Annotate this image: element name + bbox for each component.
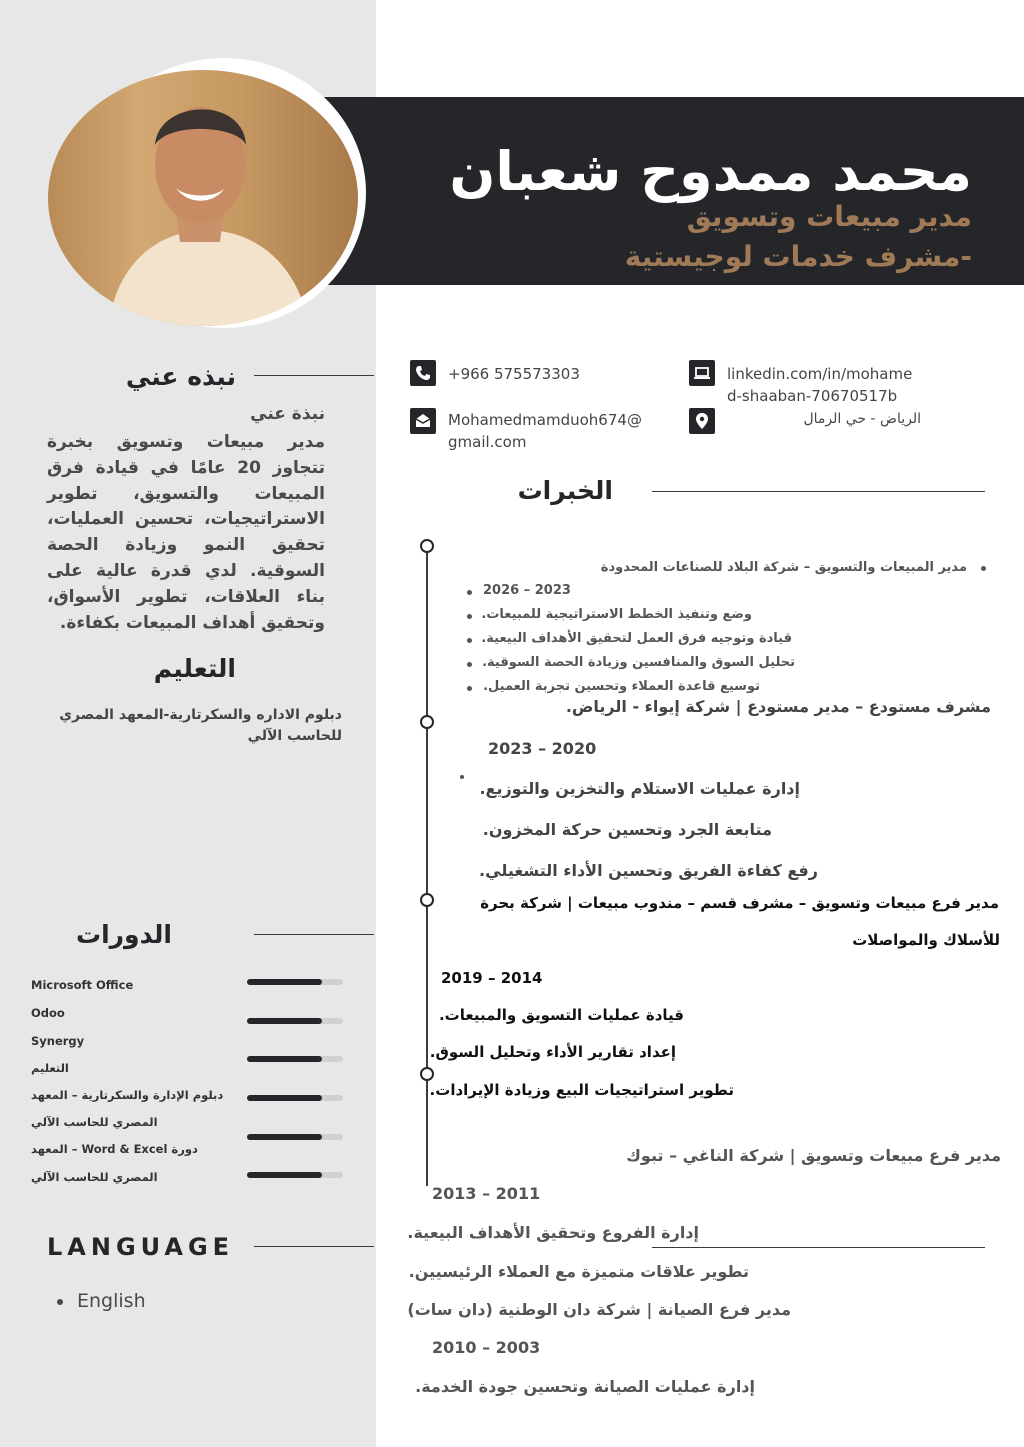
profile-photo [48,70,358,326]
experience-divider [652,491,985,492]
language-divider [254,1246,374,1247]
job-task: إدارة عمليات الاستلام والتخزين والتوزيع. [479,779,800,798]
job-period: 2013 – 2011 [432,1184,541,1203]
job-task: توسيع قاعدة العملاء وتحسين تجربة العميل. [483,679,760,694]
course-label: التعليم [31,1061,69,1075]
bullet-icon [467,614,472,619]
experience-heading: الخبرات [517,476,613,505]
job-role: مدير فرع الصيانة | شركة دان الوطنية (دان سات) [407,1300,791,1319]
course-level-fill [247,979,322,985]
about-paragraph: مدير مبيعات وتسويق بخبرة تتجاوز 20 عامًا في قيادة فرق المبيعات والتسويق، تطوير الاستراتيجيات، تحسين العمليات، تحقيق النمو وزيادة الحصة السوقية. لدي قدرة عالية على بناء العلاقات، تطوير الأسواق، وتحقيق أهداف المبيعات بكفاءة. [47,432,325,633]
bullet-icon [981,566,986,571]
course-level-fill [247,1172,322,1178]
job-period: 2019 – 2014 [441,969,543,987]
timeline-node [420,539,434,553]
course-label: Odoo [31,1006,65,1020]
location-pin-icon [689,408,715,434]
phone-number[interactable]: +966 575573303 [448,365,580,383]
course-label: المصري للحاسب الآلي [31,1115,158,1129]
bullet-icon [460,775,464,779]
job-task: قيادة وتوجيه فرق العمل لتحقيق الأهداف البيعية. [481,631,792,646]
email-icon [410,408,436,434]
course-level-bar [247,1095,343,1101]
timeline-node [420,1067,434,1081]
section-divider [652,1247,985,1248]
job-period: 2023 – 2020 [488,739,597,758]
job-period: 2026 – 2023 [483,583,571,598]
language-heading: LANGUAGE [47,1233,235,1261]
course-label: دبلوم الإدارة والسكرتارية – المعهد [31,1088,224,1102]
course-label: المصري للحاسب الآلي [31,1170,158,1184]
language-label: English [77,1290,146,1312]
course-level-bar [247,1056,343,1062]
job-task: إدارة الفروع وتحقيق الأهداف البيعية. [407,1223,699,1242]
course-level-bar [247,1018,343,1024]
job-task: رفع كفاءة الفريق وتحسين الأداء التشغيلي. [479,861,818,880]
job-task: تطوير علاقات متميزة مع العملاء الرئيسيين. [408,1262,749,1281]
education-heading: التعليم [153,654,236,683]
linkedin-line-2[interactable]: d-shaaban-70670517b [727,387,898,405]
candidate-name: محمد ممدوح شعبان [449,140,972,203]
course-level-fill [247,1018,322,1024]
job-task: تحليل السوق والمنافسين وزيادة الحصة السوقية. [482,655,795,670]
job-role: مدير المبيعات والتسويق – شركة البلاد للصناعات المحدودة [600,560,967,575]
job-role: مدير فرع مبيعات وتسويق | شركة الناغي – تبوك [626,1146,1001,1165]
timeline-line [426,546,428,1186]
laptop-icon [689,360,715,386]
course-level-fill [247,1134,322,1140]
courses-divider [254,934,374,935]
job-role: مشرف مستودع – مدير مستودع | شركة إيواء - الرياض. [565,697,991,716]
course-level-bar [247,979,343,985]
about-heading: نبذه عني [125,362,236,391]
address: الرياض - حي الرمال [803,411,921,427]
person-silhouette-icon [48,70,358,326]
language-item [57,1290,146,1312]
about-divider [254,375,374,376]
bullet-icon [467,662,472,667]
education-line-2: للحاسب الآلي [247,728,342,744]
bullet-icon [467,686,472,691]
bullet-icon [467,590,472,595]
course-level-bar [247,1172,343,1178]
about-subtitle: نبذة عني [250,404,325,424]
email-line-2[interactable]: gmail.com [448,433,527,451]
job-task: وضع وتنفيذ الخطط الاستراتيجية للمبيعات. [481,607,752,622]
course-label: Synergy [31,1034,85,1048]
job-period: 2010 – 2003 [432,1338,541,1357]
bullet-icon [57,1299,63,1305]
job-title-line-1: مدير مبيعات وتسويق [686,200,972,233]
course-level-bar [247,1134,343,1140]
course-level-fill [247,1095,322,1101]
course-label: دورة Word & Excel – المعهد [31,1142,198,1156]
job-task: إعداد تقارير الأداء وتحليل السوق. [429,1043,676,1061]
job-task: متابعة الجرد وتحسين حركة المخزون. [482,820,772,839]
job-task: تطوير استراتيجيات البيع وزيادة الإيرادات. [429,1081,734,1099]
linkedin-line-1[interactable]: linkedin.com/in/mohame [727,365,913,383]
timeline-node [420,893,434,907]
email-line-1[interactable]: Mohamedmamduoh674@ [448,411,642,429]
courses-heading: الدورات [75,920,172,949]
timeline-node [420,715,434,729]
job-title-line-2: -مشرف خدمات لوجيستية [624,240,972,273]
course-level-fill [247,1056,322,1062]
education-line-1: دبلوم الاداره والسكرتارية-المعهد المصري [59,707,342,723]
phone-icon [410,360,436,386]
job-role-line-2: للأسلاك والمواصلات [852,931,1000,949]
course-label: Microsoft Office [31,978,134,992]
job-task: قيادة عمليات التسويق والمبيعات. [438,1006,684,1024]
job-role-line-1: مدير فرع مبيعات وتسويق – مشرف قسم – مندوب مبيعات | شركة بحرة [480,894,999,912]
job-task: إدارة عمليات الصيانة وتحسين جودة الخدمة. [415,1377,755,1396]
bullet-icon [467,638,472,643]
